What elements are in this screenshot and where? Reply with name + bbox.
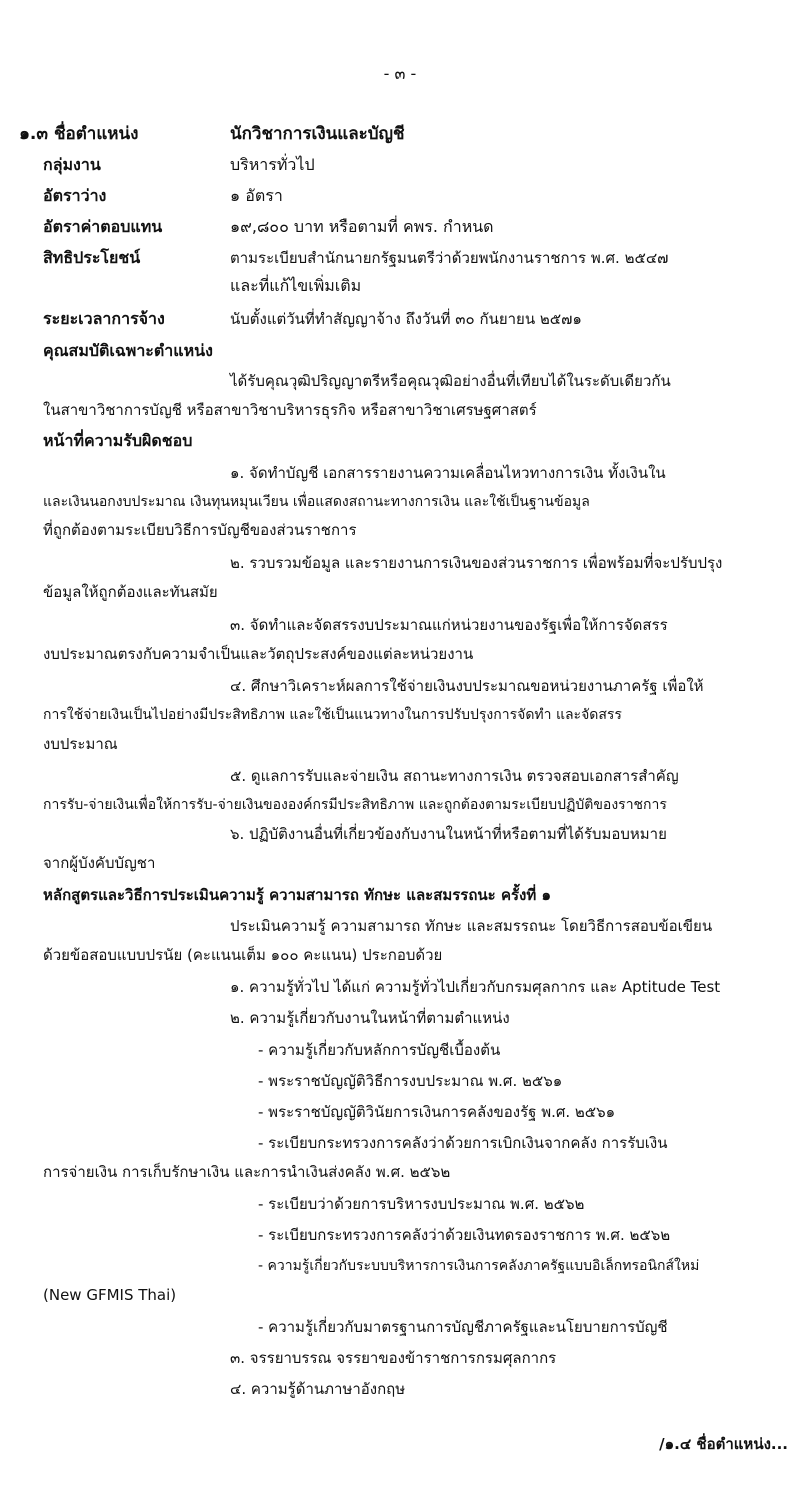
assessment-sub-item: - ความรู้เกี่ยวกับมาตรฐานการบัญชีภาครัฐและนโยบายการบัญชี — [258, 1318, 668, 1336]
position-label: ชื่อตำแหน่ง — [54, 124, 139, 144]
field-value-benefits-cont: และที่แก้ไขเพิ่มเติม — [230, 276, 362, 295]
assessment-sub-item: - พระราชบัญญัติวินัยการเงินการคลังของรัฐ พ.ศ. ๒๕๖๑ — [258, 1103, 616, 1121]
field-label-group: กลุ่มงาน — [43, 155, 101, 174]
duty-item-1-cont: และเงินนอกงบประมาณ เงินทุนหมุนเวียน เพื่อแสดงสถานะทางการเงิน และใช้เป็นฐานข้อมูล — [43, 494, 590, 510]
assessment-sub-item: - ระเบียบกระทรวงการคลังว่าด้วยเงินทดรองราชการ พ.ศ. ๒๕๖๒ — [258, 1226, 671, 1244]
field-value-salary: ๑๙,๘๐๐ บาท หรือตามที่ คพร. กำหนด — [230, 217, 494, 236]
assessment-sub-item: - ระเบียบว่าด้วยการบริหารงบประมาณ พ.ศ. ๒๕๖๒ — [258, 1195, 585, 1213]
field-label-benefits: สิทธิประโยชน์ — [43, 248, 141, 267]
assessment-sub-item-cont: การจ่ายเงิน การเก็บรักษาเงิน และการนำเงินส่งคลัง พ.ศ. ๒๕๖๒ — [43, 1163, 451, 1181]
assessment-item-3: ๓. จรรยาบรรณ จรรยาของข้าราชการกรมศุลกากร — [230, 1349, 557, 1367]
field-value-duration: นับตั้งแต่วันที่ทำสัญญาจ้าง ถึงวันที่ ๓๐ กันยายน ๒๕๗๑ — [230, 310, 582, 328]
duty-item-4-cont: งบประมาณ — [43, 735, 118, 753]
duty-item-5: ๕. ดูแลการรับและจ่ายเงิน สถานะทางการเงิน ตรวจสอบเอกสารสำคัญ — [230, 767, 679, 785]
assessment-heading: หลักสูตรและวิธีการประเมินความรู้ ความสามารถ ทักษะ และสมรรถนะ ครั้งที่ ๑ — [43, 886, 552, 904]
duty-item-2: ๒. รวบรวมข้อมูล และรายงานการเงินของส่วนราชการ เพื่อพร้อมที่จะปรับปรุง — [230, 554, 723, 572]
field-value-group: บริหารทั่วไป — [230, 155, 315, 174]
assessment-sub-item: - พระราชบัญญัติวิธีการงบประมาณ พ.ศ. ๒๕๖๑ — [258, 1072, 563, 1090]
assessment-sub-item: - ระเบียบกระทรวงการคลังว่าด้วยการเบิกเงินจากคลัง การรับเงิน — [258, 1134, 668, 1152]
duty-item-5-cont: การรับ-จ่ายเงินเพื่อให้การรับ-จ่ายเงินขององค์กรมีประสิทธิภาพ และถูกต้องตามระเบียบปฏิบัติของราชการ — [43, 797, 667, 813]
assessment-intro-2: ด้วยข้อสอบแบบปรนัย (คะแนนเต็ม ๑๐๐ คะแนน) ประกอบด้วย — [43, 946, 443, 964]
duties-heading: หน้าที่ความรับผิดชอบ — [43, 431, 193, 450]
duty-item-1: ๑. จัดทำบัญชี เอกสารรายงานความเคลื่อนไหวทางการเงิน ทั้งเงินใน — [230, 464, 666, 482]
field-label-salary: อัตราค่าตอบแทน — [43, 217, 163, 236]
assessment-sub-item: - ความรู้เกี่ยวกับหลักการบัญชีเบื้องต้น — [258, 1041, 501, 1059]
assessment-intro-1: ประเมินความรู้ ความสามารถ ทักษะ และสมรรถนะ โดยวิธีการสอบข้อเขียน — [230, 917, 713, 935]
duty-item-4: ๔. ศึกษาวิเคราะห์ผลการใช้จ่ายเงินงบประมาณขอหน่วยงานภาครัฐ เพื่อให้ — [230, 677, 704, 695]
assessment-item-2: ๒. ความรู้เกี่ยวกับงานในหน้าที่ตามตำแหน่ง — [230, 1009, 510, 1027]
field-label-duration: ระยะเวลาการจ้าง — [43, 309, 165, 328]
field-label-vacancy: อัตราว่าง — [43, 186, 107, 205]
duty-item-2-cont: ข้อมูลให้ถูกต้องและทันสมัย — [43, 583, 218, 601]
duty-item-3: ๓. จัดทำและจัดสรรงบประมาณแก่หน่วยงานของรัฐเพื่อให้การจัดสรร — [230, 616, 668, 634]
duty-item-3-cont: งบประมาณตรงกับความจำเป็นและวัตถุประสงค์ของแต่ละหน่วยงาน — [43, 645, 474, 663]
assessment-item-4: ๔. ความรู้ด้านภาษาอังกฤษ — [230, 1380, 406, 1398]
next-page-marker: /๑.๔ ชื่อตำแหน่ง... — [659, 1435, 788, 1453]
assessment-item-1: ๑. ความรู้ทั่วไป ได้แก่ ความรู้ทั่วไปเกี่ยวกับกรมศุลกากร และ Aptitude Test — [230, 978, 721, 996]
duty-item-1-cont: ที่ถูกต้องตามระเบียบวิธีการบัญชีของส่วนราชการ — [43, 521, 357, 539]
qualification-heading: คุณสมบัติเฉพาะตำแหน่ง — [43, 341, 213, 360]
duty-item-6-cont: จากผู้บังคับบัญชา — [43, 854, 156, 872]
duty-item-6: ๖. ปฏิบัติงานอื่นที่เกี่ยวข้องกับงานในหน้าที่หรือตามที่ได้รับมอบหมาย — [230, 825, 667, 843]
section-number: ๑.๓ — [19, 124, 48, 144]
field-value-vacancy: ๑ อัตรา — [230, 186, 283, 205]
assessment-sub-item-cont: (New GFMIS Thai) — [43, 1286, 177, 1304]
field-value-benefits: ตามระเบียบสำนักนายกรัฐมนตรีว่าด้วยพนักงานราชการ พ.ศ. ๒๕๔๗ — [230, 249, 669, 267]
duty-item-4-cont: การใช้จ่ายเงินเป็นไปอย่างมีประสิทธิภาพ และใช้เป็นแนวทางในการปรับปรุงการจัดทำ และจัดสรร — [43, 707, 622, 723]
page-number: - ๓ - — [383, 64, 417, 83]
assessment-sub-item: - ความรู้เกี่ยวกับระบบบริหารการเงินการคลังภาครัฐแบบอิเล็กทรอนิกส์ใหม่ — [258, 1258, 700, 1274]
position-value: นักวิชาการเงินและบัญชี — [230, 124, 405, 144]
qualification-line-2: ในสาขาวิชาการบัญชี หรือสาขาวิชาบริหารธุรกิจ หรือสาขาวิชาเศรษฐศาสตร์ — [43, 401, 537, 419]
qualification-line-1: ได้รับคุณวุฒิปริญญาตรีหรือคุณวุฒิอย่างอื่นที่เทียบได้ในระดับเดียวกัน — [230, 372, 671, 390]
